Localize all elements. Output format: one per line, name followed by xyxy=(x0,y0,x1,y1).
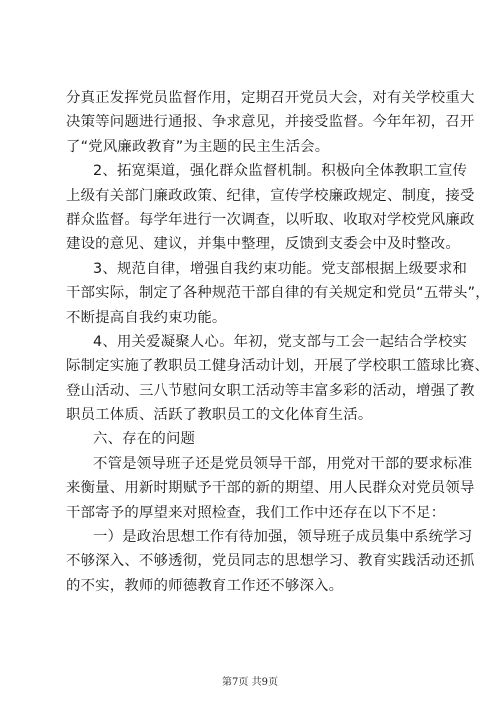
text-line: 的不实，教师的师德教育工作还不够深入。 xyxy=(66,577,344,594)
text-line: 3、规范自律，增强自我约束功能。党支部根据上级要求和 xyxy=(93,260,468,277)
section-heading: 六、存在的问题 xyxy=(93,431,196,448)
text-line: 一）是政治思想工作有待加强，领导班子成员集中系统学习 xyxy=(93,529,473,546)
text-line: 决策等问题进行通报、争求意见，并接受监督。今年年初，召开 xyxy=(66,114,475,131)
text-line: 不断提高自我约束功能。 xyxy=(66,309,227,326)
text-line: 登山活动、三八节慰问女职工活动等丰富多彩的活动，增强了教 xyxy=(66,382,475,399)
text-line: 建设的意见、建议，并集中整理，反馈到支委会中及时整改。 xyxy=(66,236,460,253)
document-body xyxy=(66,86,490,598)
text-line: 不管是领导班子还是党员领导干部，用党对干部的要求标准 xyxy=(93,455,473,472)
text-line: 群众监督。每学年进行一次调查，以听取、收取对学校党风廉政 xyxy=(66,211,475,228)
text-line: 职员工体质、活跃了教职员工的文化体育生活。 xyxy=(66,407,373,424)
text-line: 干部实际，制定了各种规范干部自律的有关规定和党员“五带头”， xyxy=(66,285,490,302)
text-line: 上级有关部门廉政政策、纪律，宣传学校廉政规定、制度，接受 xyxy=(66,187,475,204)
page-number-footer: 第7页 共9页 xyxy=(222,677,278,688)
text-line: 分真正发挥党员监督作用，定期召开党员大会，对有关学校重大 xyxy=(66,90,475,106)
text-line: 来衡量、用新时期赋予干部的新的期望、用人民群众对党员领导 xyxy=(66,480,475,497)
text-line: 2、拓宽渠道，强化群众监督机制。积极向全体教职工宣传 xyxy=(93,163,468,180)
text-line: 4、用关爱凝聚人心。年初，党支部与工会一起结合学校实 xyxy=(93,333,468,350)
text-line: 了“党风廉政教育”为主题的民主生活会。 xyxy=(66,138,330,155)
text-line: 不够深入、不够透彻，党员同志的思想学习、教育实践活动还抓 xyxy=(66,553,475,570)
text-line: 干部寄予的厚望来对照检查，我们工作中还存在以下不足： xyxy=(66,504,446,521)
text-line: 际制定实施了教职员工健身活动计划，开展了学校职工篮球比赛、 xyxy=(66,358,490,375)
